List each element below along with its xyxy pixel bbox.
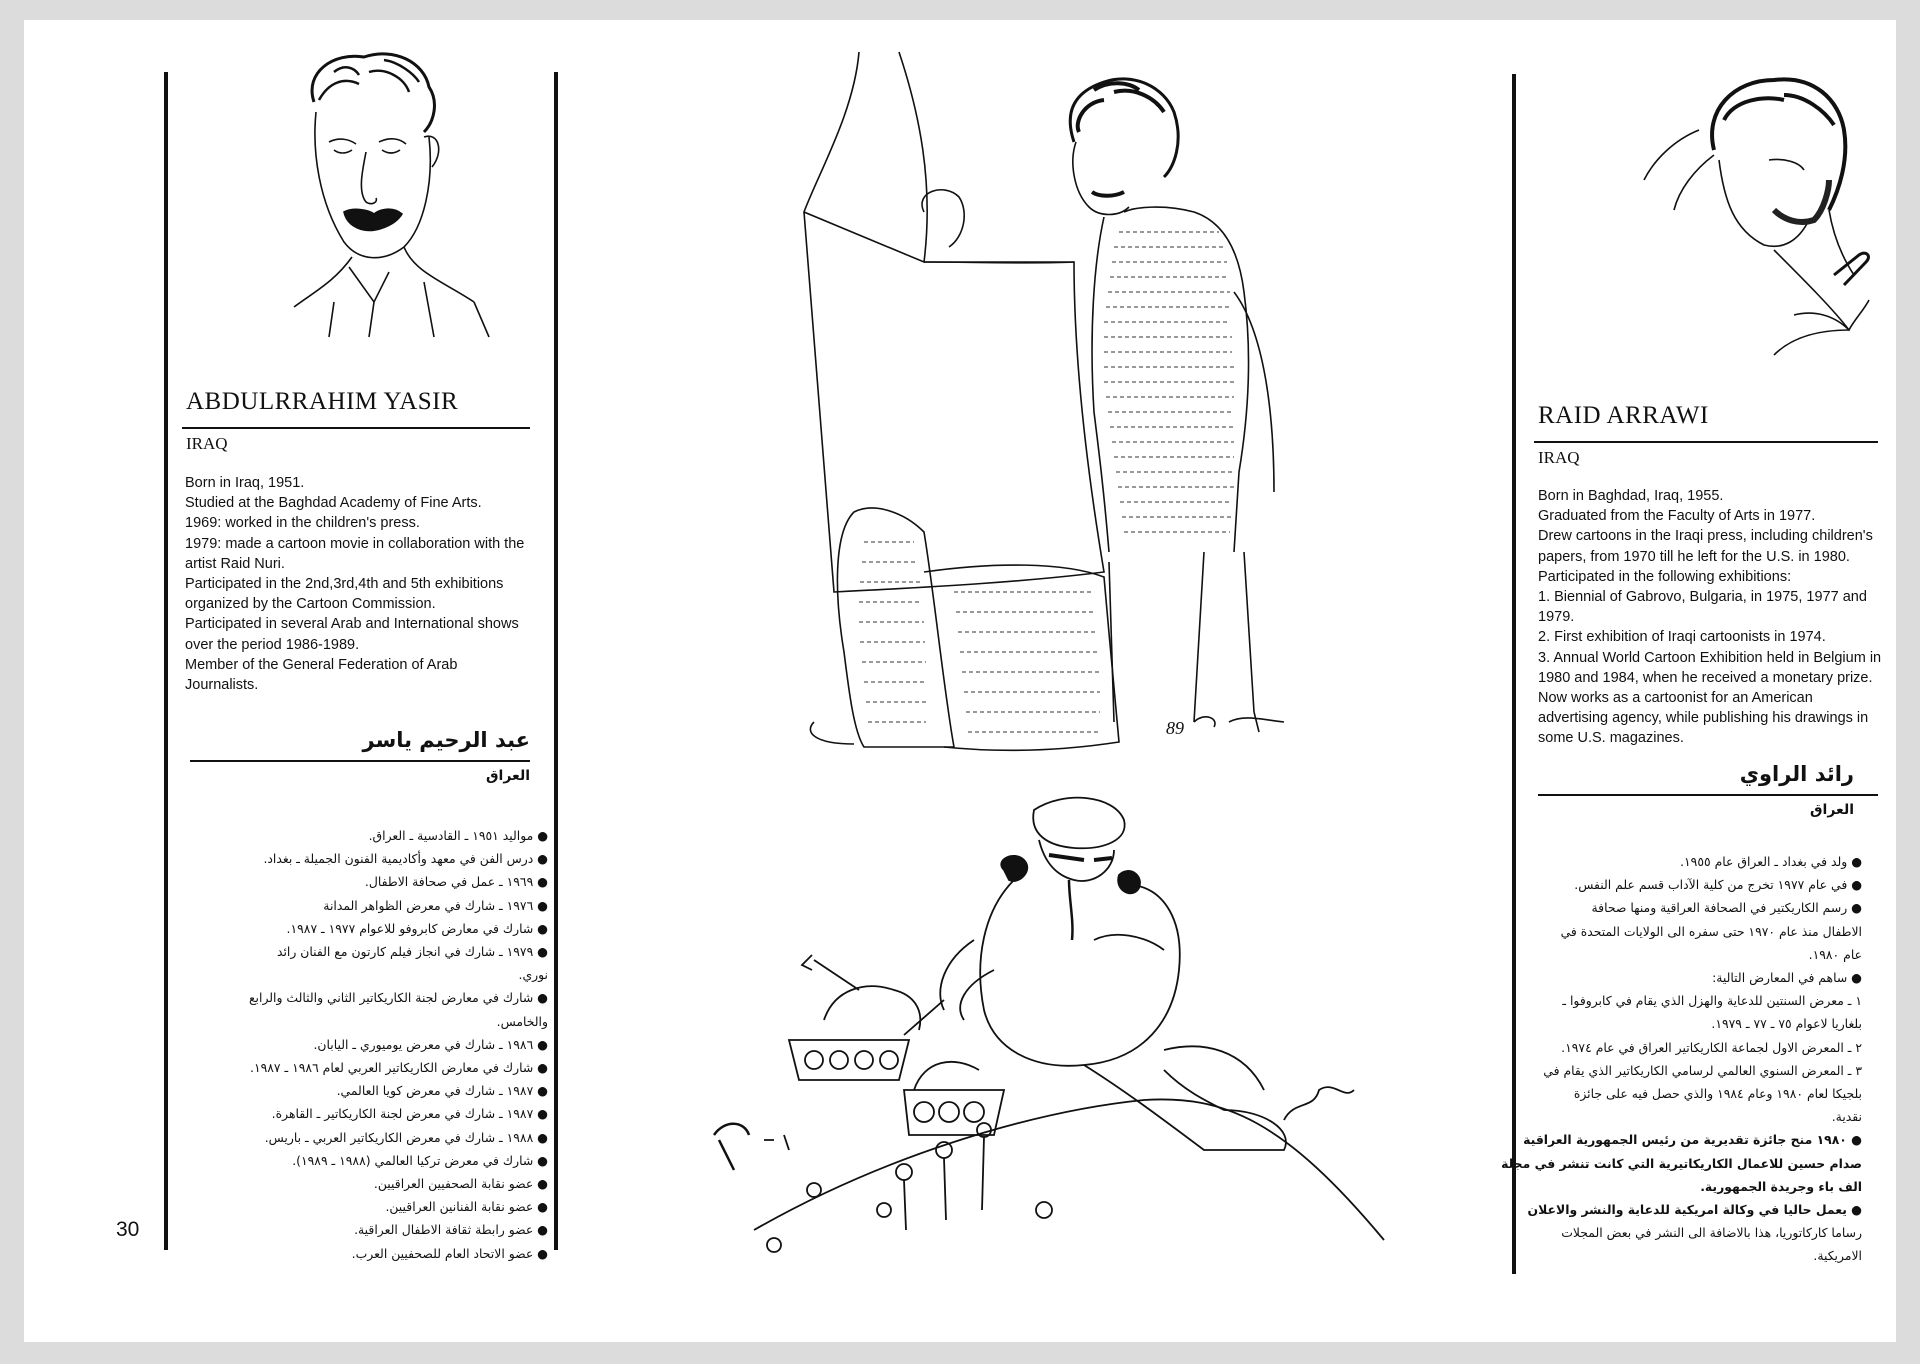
arabic-bio-line: ● ١٩٨٧ ـ شارك في معرض لجنة الكاريكاتير ـ القاهرة. [271,1106,548,1122]
arabic-bio-line: رساما كاركاتوريا، هذا بالاضافة الى النشر في بعض المجلات [1561,1225,1862,1241]
left-name-underline [182,427,530,429]
arabic-bio-line: صدام حسين للاعمال الكاريكاتيرية التي كانت تنشر في مجلة [1501,1155,1862,1171]
bio-line: organized by the Cartoon Commission. [185,596,436,613]
bio-line: Now works as a cartoonist for an American [1538,690,1813,707]
arabic-bio-line: ● شارك في معارض الكاريكاتير العربي لعام ١٩٨٦ ـ ١٩٨٧. [250,1060,548,1076]
arabic-bio-line: نوري. [518,967,548,983]
bio-line: Journalists. [185,677,259,694]
bio-line: Born in Baghdad, Iraq, 1955. [1538,488,1724,504]
right-artist-name-arabic: رائد الراوي [1739,762,1854,786]
right-artist-country: IRAQ [1538,448,1580,467]
arabic-bio-line: ● ١٩٨٠ منح جائزة تقديرية من رئيس الجمهورية العراقية [1523,1132,1862,1148]
arabic-bio-line: ● رسم الكاريكتير في الصحافة العراقية ومنها صحافة [1591,900,1862,916]
bio-line: 1980 and 1984, when he received a monetary prize. [1538,669,1873,686]
bio-line: over the period 1986-1989. [185,636,360,653]
arabic-bio-line: ١ ـ معرض السنتين للدعاية والهزل الذي يقام في كابروفوا ـ [1562,993,1862,1009]
left-artist-bio [185,473,524,695]
bio-line: 1979. [1538,609,1575,626]
bio-line: Member of the General Federation of Arab [185,656,458,673]
right-artist-name: RAID ARRAWI [1538,402,1709,429]
arabic-bio-line: ● يعمل حاليا في وكالة امريكية للدعاية والنشر والاعلان [1527,1202,1862,1218]
left-artist-name-arabic: عبد الرحيم ياسر [362,728,530,752]
bio-line: Drew cartoons in the Iraqi press, including children's [1538,528,1873,545]
bio-line: 1979: made a cartoon movie in collaboration with the [185,535,525,552]
page-number: 30 [116,1218,140,1241]
soldier-tank-cartoon [644,790,1434,1260]
arabic-bio-line: الاطفال منذ عام ١٩٧٠ حتى سفره الى الولايات المتحدة في [1560,923,1862,939]
bio-line: 1. Biennial of Gabrovo, Bulgaria, in 1975, 1977 and [1538,589,1867,606]
arabic-bio-line: ● ١٩٦٩ ـ عمل في صحافة الاطفال. [364,874,548,890]
arabic-bio-line: ● ١٩٨٨ ـ شارك في معرض الكاريكاتير العربي ـ باريس. [264,1129,548,1145]
abdulrrahim-yasir-portrait-sketch [274,42,514,342]
left-artist-bio-arabic [249,824,548,1265]
bio-line: Participated in the 2nd,3rd,4th and 5th exhibitions [185,576,504,593]
bio-line: 2. First exhibition of Iraqi cartoonists in 1974. [1538,629,1826,646]
bio-line: 3. Annual World Cartoon Exhibition held in Belgium in [1538,649,1882,666]
left-artist-country-arabic: العراق [486,768,530,784]
arabic-bio-line: بلجيكا لعام ١٩٨٠ وعام ١٩٨٤ والذي حصل فيه على جائزة [1573,1086,1862,1102]
arabic-bio-line: ● درس الفن في معهد وأكاديمية الفنون الجميلة ـ بغداد. [263,851,548,867]
bio-line: Participated in several Arab and International shows [185,616,519,633]
arabic-bio-line: ● شارك في معارض كابروفو للاعوام ١٩٧٧ ـ ١٩٨٧. [286,920,548,936]
bio-line: artist Raid Nuri. [185,555,285,572]
right-artist-country-arabic: العراق [1810,802,1854,818]
arabic-bio-line: ● مواليد ١٩٥١ ـ القادسية ـ العراق. [368,828,548,843]
arabic-bio-line: ● ١٩٨٧ ـ شارك في معرض كويا العالمي. [336,1083,548,1099]
arabic-bio-line: الف باء وجريدة الجمهورية. [1700,1178,1862,1194]
cartoon-signature: 89 [1166,718,1184,738]
arabic-bio-line: ● ١٩٧٩ ـ شارك في انجاز فيلم كارتون مع الفنان رائد [276,944,548,960]
arabic-bio-line: ● ساهم في المعارض التالية: [1712,970,1862,986]
left-column-rule-outer [164,72,168,1250]
arabic-bio-line: ● شارك في معرض تركيا العالمي (١٩٨٨ ـ ١٩٨٩). [292,1152,548,1168]
bio-line: 1969: worked in the children's press. [185,515,420,532]
arabic-bio-line: ● عضو نقابة الفنانين العراقيين. [385,1199,548,1215]
arabic-bio-line: ● عضو نقابة الصحفيين العراقيين. [373,1176,548,1192]
raid-arrawi-portrait-sketch [1634,60,1894,370]
bio-line: papers, from 1970 till he left for the U.S. in 1980. [1538,548,1850,565]
bio-line: Studied at the Baghdad Academy of Fine Arts. [185,495,482,512]
arabic-bio-line: نقدية. [1831,1109,1862,1125]
arabic-bio-line: عام ١٩٨٠. [1808,946,1862,962]
arabic-bio-line: ٢ ـ المعرض الاول لجماعة الكاريكاتير العراق في عام ١٩٧٤. [1561,1039,1862,1055]
right-artist-bio [1538,486,1881,749]
arabic-bio-line: ● ١٩٨٦ ـ شارك في معرض يوميوري ـ اليابان. [313,1036,548,1052]
bio-line: advertising agency, while publishing his drawings in [1538,710,1869,727]
newspaper-reader-cartoon [774,32,1334,752]
arabic-bio-line: ● شارك في معارض لجنة الكاريكاتير الثاني والثالث والرابع [248,990,548,1006]
document-page [24,20,1896,1342]
arabic-bio-line: ● ولد في بغداد ـ العراق عام ١٩٥٥. [1680,854,1862,869]
left-arabic-name-underline [190,760,530,762]
left-artist-country: IRAQ [186,434,228,453]
arabic-bio-line: بلغاريا لاعوام ٧٥ ـ ٧٧ ـ ١٩٧٩. [1711,1016,1862,1032]
right-name-underline [1534,441,1878,443]
arabic-bio-line: ● ١٩٧٦ ـ شارك في معرض الظواهر المدانة [323,897,548,913]
arabic-bio-line: ٣ ـ المعرض السنوي العالمي لرسامي الكاريكاتير الذي يقام في [1543,1062,1862,1078]
arabic-bio-line: ● في عام ١٩٧٧ تخرج من كلية الآداب قسم علم النفس. [1574,877,1862,893]
right-artist-bio-arabic [1501,850,1862,1268]
bio-line: Born in Iraq, 1951. [185,475,305,491]
arabic-bio-line: والخامس. [496,1013,548,1029]
left-artist-name: ABDULRRAHIM YASIR [186,388,459,415]
bio-line: some U.S. magazines. [1538,730,1684,747]
bio-line: Graduated from the Faculty of Arts in 1977. [1538,508,1816,525]
arabic-bio-line: ● عضو رابطة ثقافة الاطفال العراقية. [354,1222,548,1238]
arabic-bio-line: ● عضو الاتحاد العام للصحفيين العرب. [351,1245,548,1261]
right-arabic-name-underline [1538,794,1878,796]
bio-line: Participated in the following exhibitions: [1538,568,1792,585]
arabic-bio-line: الامريكية. [1813,1248,1862,1264]
left-column-rule-inner [554,72,558,1250]
